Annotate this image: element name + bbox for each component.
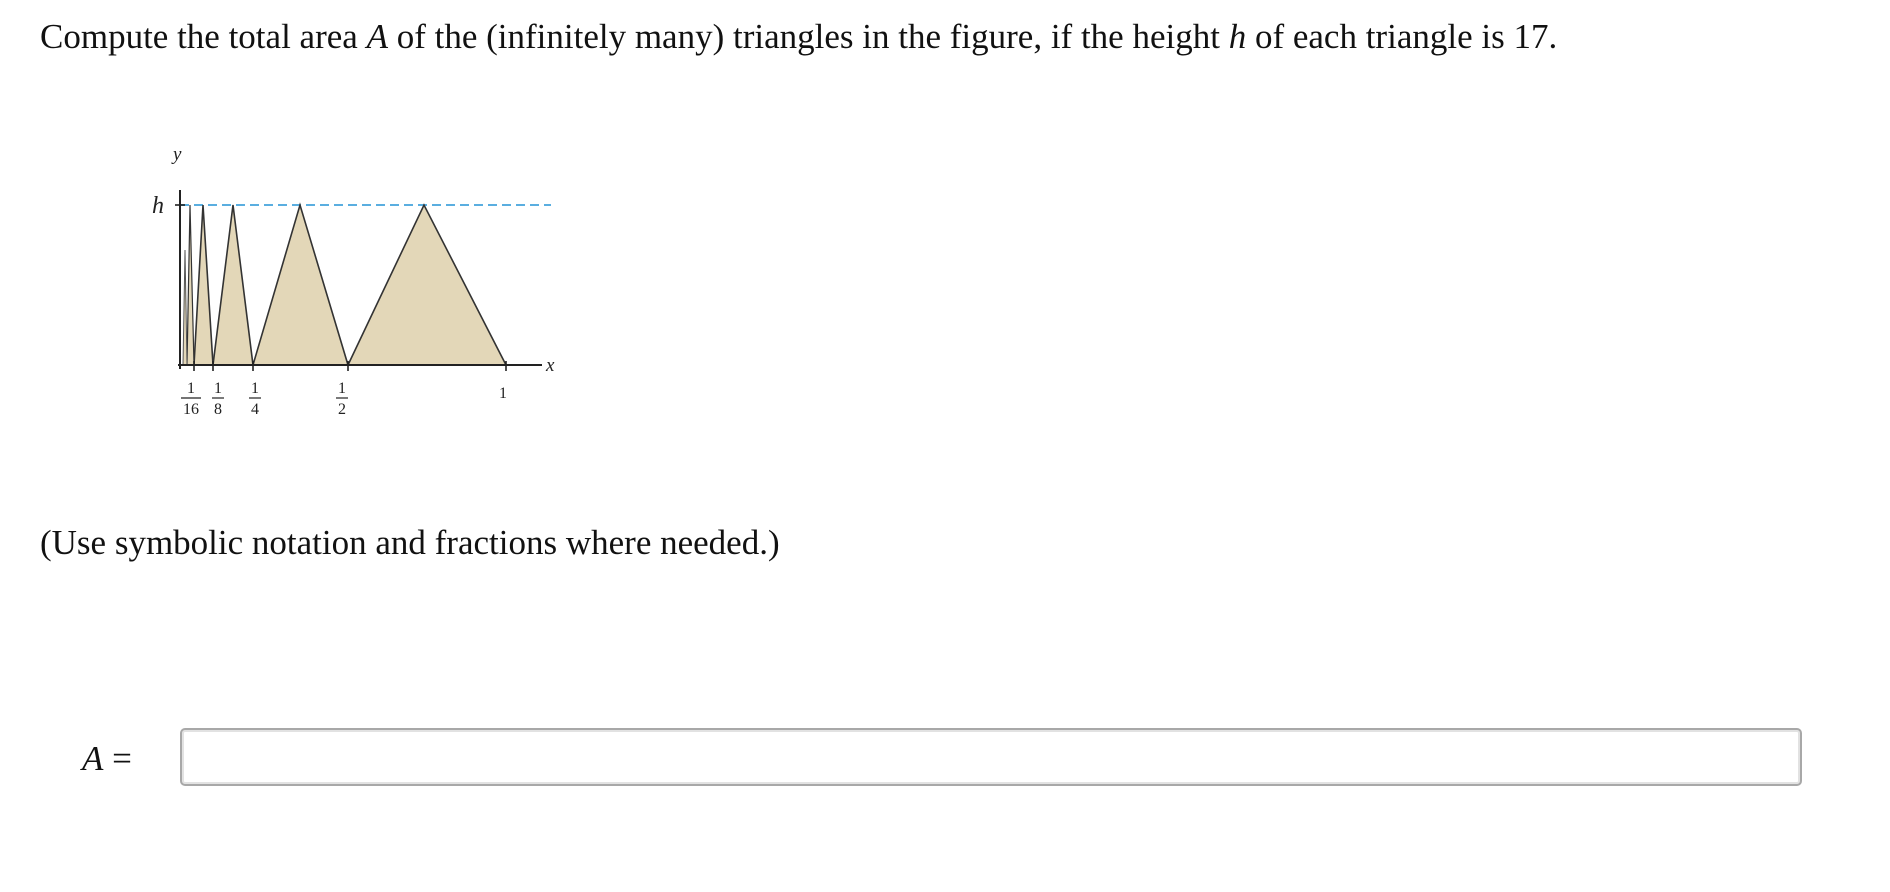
tick-label-1-2-den: 2 [338, 401, 346, 418]
triangles-figure [138, 140, 558, 440]
triangle-5 [187, 205, 194, 365]
triangle-2 [253, 205, 348, 365]
answer-input[interactable] [180, 728, 1802, 786]
y-axis-label: y [173, 144, 182, 165]
question-text [40, 14, 1557, 60]
tick-label-1: 1 [499, 385, 507, 402]
tick-label-1-4-den: 4 [251, 401, 259, 418]
instruction-note: (Use symbolic notation and fractions where needed.) [40, 523, 780, 562]
answer-equals: = [103, 739, 132, 778]
tick-label-1-4-num: 1 [251, 380, 259, 397]
triangle-1 [348, 205, 506, 365]
h-label: h [152, 193, 164, 219]
question-part-2: of the (infinitely many) triangles in the figure, if the height [387, 17, 1229, 56]
answer-variable: A [82, 739, 104, 778]
answer-label [82, 736, 132, 782]
triangle-4 [194, 205, 213, 365]
question-part-1: Compute the total area [40, 17, 367, 56]
tick-label-1-8-num: 1 [214, 380, 222, 397]
tick-label-1-8-den: 8 [214, 401, 222, 418]
tick-label-1-2-num: 1 [338, 380, 346, 397]
tick-label-1-16-num: 1 [187, 380, 195, 397]
question-part-3: of each triangle is 17. [1246, 17, 1558, 56]
height-variable: h [1228, 17, 1247, 56]
x-axis-label: x [546, 355, 555, 376]
triangle-3 [213, 205, 253, 365]
area-variable: A [366, 17, 388, 56]
triangles-diagram [138, 140, 558, 440]
tick-label-1-16-den: 16 [183, 401, 199, 418]
triangle-6 [183, 250, 187, 365]
